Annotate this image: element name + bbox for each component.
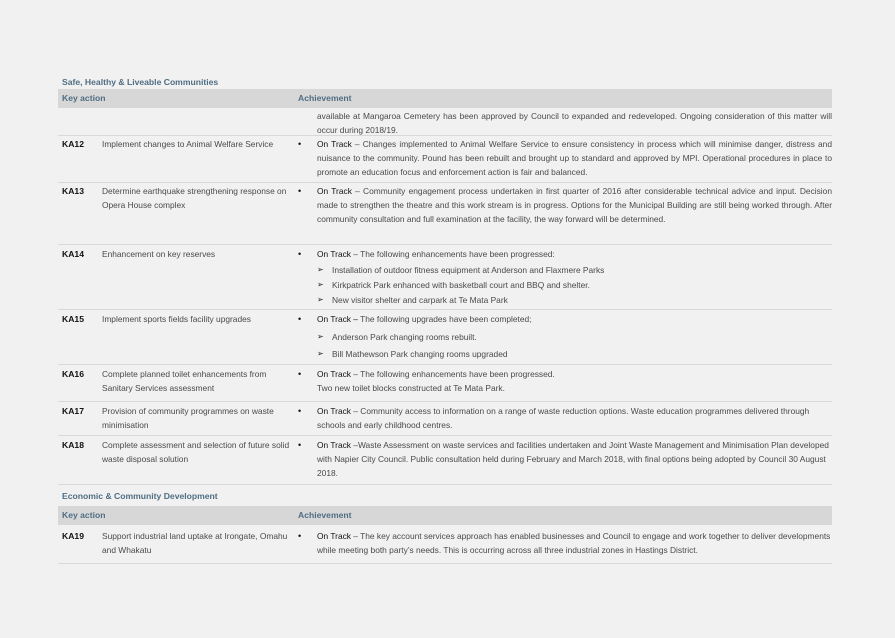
key-action-code: KA18 [62,440,84,450]
key-action-text: Determine earthquake strengthening response on Opera House complex [102,186,287,210]
list-item-text: Installation of outdoor fitness equipment at Anderson and Flaxmere Parks [332,265,605,275]
list-item-text: Anderson Park changing rooms rebuilt. [332,332,477,342]
bullet-icon: • [298,531,302,541]
bullet-icon: • [298,406,302,416]
section-title-economic: Economic & Community Development [62,491,218,501]
arrow-bullet-icon: ➢ [317,295,324,304]
key-action-code: KA15 [62,314,84,324]
achievement-text: The following upgrades have been completed; [357,314,532,324]
key-action-text: Complete planned toilet enhancements from Sanitary Services assessment [102,369,267,393]
key-action-code: KA14 [62,249,84,259]
achievement-text: –Waste Assessment on waste services and facilities undertaken and Joint Waste Management and Minimisation Plan developed with Napier City Council. Public consultation held during February and March 2018, with final options being adopted by Council 30 August 2018. [317,440,829,478]
achievement-text: – Changes implemented to Animal Welfare Service to ensure consistency in process which will minimise danger, distress and nuisance to the community. Pound has been rebuilt and brought up to standard and approved by MPI. Operational procedures in place to promote an education focus and enforcement action is fair and balanced. [317,139,832,177]
bullet-icon: • [298,314,302,324]
header-achievement: Achievement [298,510,352,520]
list-item [317,347,832,361]
status-label: On Track [317,406,351,416]
section-title-safe-healthy: Safe, Healthy & Liveable Communities [62,77,219,87]
key-action-code: KA19 [62,531,84,541]
list-item-text: New visitor shelter and carpark at Te Mata Park [332,295,508,305]
table-row [58,527,832,564]
key-action-text: Enhancement on key reserves [102,249,216,259]
list-item [317,278,832,292]
table-row [58,182,832,245]
status-label: On Track [317,186,352,196]
arrow-bullet-icon: ➢ [317,280,324,289]
key-action-text: Implement changes to Animal Welfare Service [102,139,274,149]
list-item [317,293,832,307]
key-action-text: Support industrial land uptake at Irongate, Omahu and Whakatu [102,531,288,555]
key-action-text: Provision of community programmes on waste minimisation [102,406,274,430]
bullet-icon: • [298,139,302,149]
key-action-code: KA16 [62,369,84,379]
key-action-text: Implement sports fields facility upgrades [102,314,251,324]
list-item [317,330,832,344]
key-action-text: Complete assessment and selection of future solid waste disposal solution [102,440,290,464]
header-key-action: Key action [62,510,106,520]
arrow-bullet-icon: ➢ [317,265,324,274]
bullet-icon: • [298,249,302,259]
table-header [58,89,832,108]
header-achievement: Achievement [298,93,352,103]
table-row [58,436,832,485]
achievement-text: – Community engagement process undertaken in first quarter of 2016 after considerable technical advice and input. Decision made to strengthen the theatre and this work stream is in progress. Options for the Municipal Building are still being worked through. After community consultation and full examination at the facility, the way forward will be determined. [317,186,832,224]
achievement-text: – Community access to information on a range of waste reduction options. Waste education programmes delivered through schools and early childhood centres. [317,406,810,430]
bullet-icon: • [298,440,302,450]
bullet-icon: • [298,369,302,379]
key-action-code: KA13 [62,186,84,196]
header-key-action: Key action [62,93,106,103]
status-label: On Track [317,139,352,149]
key-action-code: KA12 [62,139,84,149]
status-label: On Track [317,531,351,541]
table-row-continuation [58,108,832,136]
status-label: On Track – [317,314,358,324]
list-item-text: Bill Mathewson Park changing rooms upgraded [332,349,508,359]
table-row [58,135,832,183]
list-item-text: Kirkpatrick Park enhanced with basketball court and BBQ and shelter. [332,280,590,290]
continuation-text: available at Mangaroa Cemetery has been approved by Council to expanded and redeveloped. Ongoing consideration of this matter will occur during 2018/19. [317,111,832,135]
status-label: On Track [317,369,351,379]
table-row [58,402,832,436]
achievement-extra-text: Two new toilet blocks constructed at Te Mata Park. [317,383,505,393]
status-label: On Track [317,249,351,259]
achievement-text: – The key account services approach has enabled businesses and Council to engage and work together to deliver developments while meeting both party’s needs. This is occurring across all three industrial zones in Hastings District. [317,531,831,555]
status-label: On Track [317,440,351,450]
table-row [58,365,832,402]
arrow-bullet-icon: ➢ [317,332,324,341]
table-header [58,506,832,525]
list-item [317,263,832,277]
achievement-text: – The following enhancements have been progressed. [350,369,555,379]
key-action-code: KA17 [62,406,84,416]
table-row [58,310,832,365]
bullet-icon: • [298,186,302,196]
achievement-text: – The following enhancements have been progressed: [350,249,555,259]
arrow-bullet-icon: ➢ [317,349,324,358]
table-row [58,245,832,310]
